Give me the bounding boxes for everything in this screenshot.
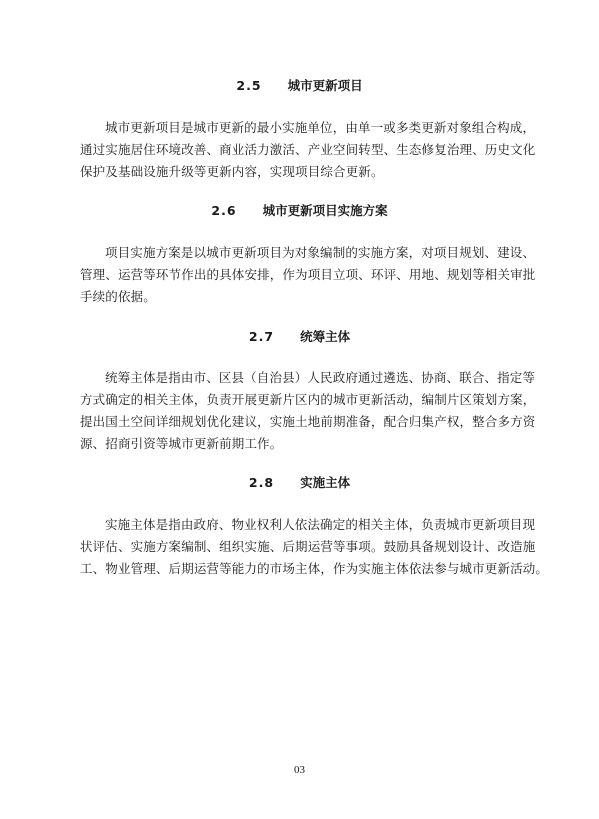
section-heading-2-7 bbox=[0, 329, 599, 345]
paragraph-line: 通过实施居住环境改善、商业活力激活、产业空间转型、生态修复治理、历史文化 bbox=[80, 142, 536, 157]
paragraph-line: 方式确定的相关主体，负责开展更新片区内的城市更新活动，编制片区策划方案， bbox=[80, 392, 536, 407]
paragraph-line: 保护及基础设施升级等更新内容，实现项目综合更新。 bbox=[80, 164, 384, 179]
section-title: 实施主体 bbox=[300, 475, 351, 490]
section-heading-2-8 bbox=[0, 475, 599, 491]
paragraph-line: 工、物业管理、后期运营等能力的市场主体，作为实施主体依法参与城市更新活动。 bbox=[80, 561, 549, 576]
paragraph-line: 统筹主体是指由市、区县（自治县）人民政府通过遴选、协商、联合、指定等 bbox=[105, 370, 536, 385]
paragraph-line: 提出国土空间详细规划优化建议，实施土地前期准备，配合归集产权，整合多方资 bbox=[80, 414, 536, 429]
paragraph-line: 手续的依据。 bbox=[80, 289, 156, 304]
section-paragraph-2-6 bbox=[80, 242, 536, 308]
section-number: 2.8 bbox=[248, 475, 275, 490]
paragraph-line: 城市更新项目是城市更新的最小实施单位，由单一或多类更新对象组合构成， bbox=[105, 120, 536, 135]
section-number: 2.6 bbox=[211, 203, 237, 218]
page-number: 03 bbox=[294, 764, 305, 776]
paragraph-line: 项目实施方案是以城市更新项目为对象编制的实施方案，对项目规划、建设、 bbox=[105, 245, 536, 260]
paragraph-line: 实施主体是指由政府、物业权利人依法确定的相关主体，负责城市更新项目现 bbox=[105, 517, 536, 532]
paragraph-line: 源、招商引资等城市更新前期工作。 bbox=[80, 436, 283, 451]
section-paragraph-2-5 bbox=[80, 117, 536, 183]
section-heading-2-6 bbox=[0, 203, 599, 219]
section-number: 2.7 bbox=[248, 329, 275, 344]
paragraph-line: 状评估、实施方案编制、组织实施、后期运营等事项。鼓励具备规划设计、改造施 bbox=[80, 539, 536, 554]
section-title: 统筹主体 bbox=[300, 329, 351, 344]
section-heading-2-5 bbox=[0, 78, 599, 94]
section-title: 城市更新项目 bbox=[287, 78, 363, 93]
paragraph-line: 管理、运营等环节作出的具体安排，作为项目立项、环评、用地、规划等相关审批 bbox=[80, 267, 536, 282]
section-number: 2.5 bbox=[236, 78, 262, 93]
section-paragraph-2-8 bbox=[80, 514, 549, 580]
section-paragraph-2-7 bbox=[80, 367, 536, 455]
section-title: 城市更新项目实施方案 bbox=[262, 203, 388, 218]
